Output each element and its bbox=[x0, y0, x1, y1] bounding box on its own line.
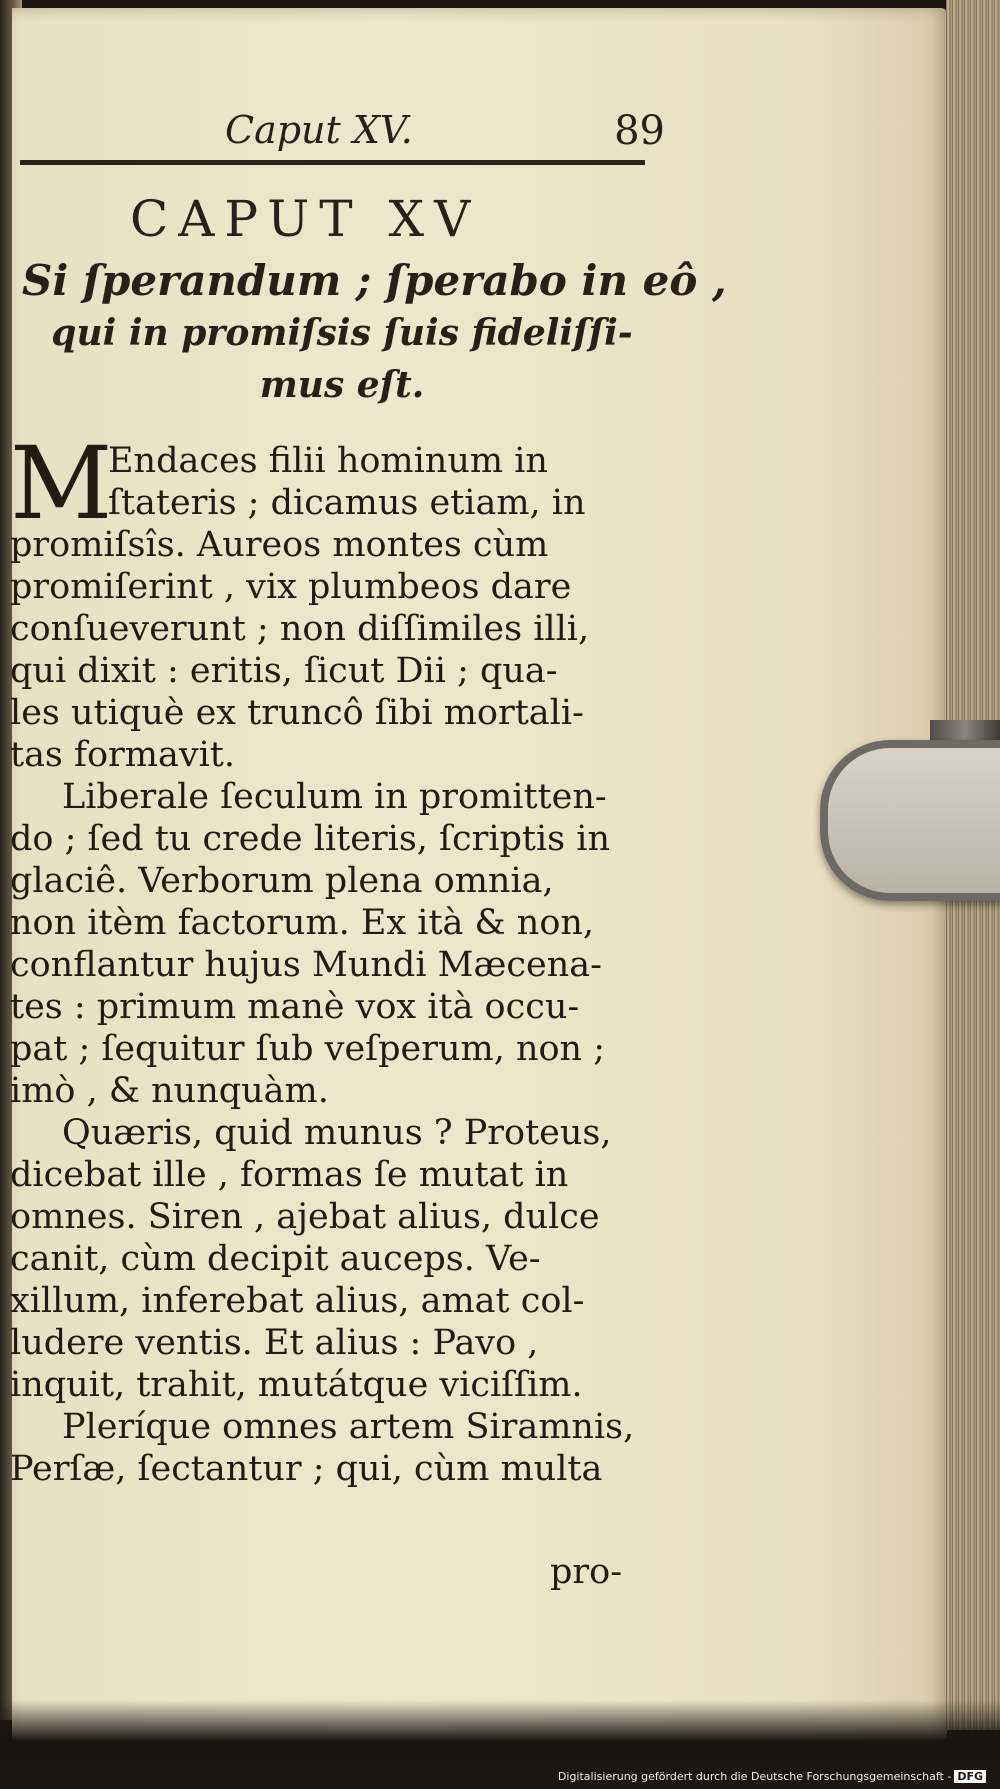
text-line: xillum, inferebat alius, amat col- bbox=[10, 1281, 585, 1321]
subtitle-line: mus eſt. bbox=[259, 364, 425, 406]
text-line: Liberale ſeculum in promitten- bbox=[62, 777, 607, 817]
text-line: pat ; ſequitur ſub veſperum, non ; bbox=[10, 1029, 606, 1069]
text-line: ſtateris ; dicamus etiam, in bbox=[108, 483, 586, 523]
text-line: Endaces filii hominum in bbox=[108, 441, 548, 481]
book-bottom-shadow bbox=[0, 1700, 1000, 1760]
subtitle-line: qui in promiſsis ſuis fideliſſi- bbox=[51, 312, 633, 354]
drop-cap: M bbox=[10, 425, 113, 542]
dfg-logo: DFG bbox=[954, 1770, 986, 1783]
text-line: do ; ſed tu crede literis, ſcriptis in bbox=[10, 819, 611, 859]
body-text bbox=[10, 425, 665, 1490]
text-line: promiſsîs. Aureos montes cùm bbox=[10, 525, 549, 565]
header-rule bbox=[20, 160, 645, 165]
credit-text: Digitalisierung gefördert durch die Deutsche Forschungsgemeinschaft - bbox=[557, 1770, 952, 1783]
text-line: inquit, trahit, mutátque viciſſim. bbox=[10, 1365, 583, 1405]
running-header bbox=[225, 100, 665, 160]
text-line: Perſæ, ſectantur ; qui, cùm multa bbox=[10, 1449, 603, 1489]
text-line: glaciê. Verborum plena omnia, bbox=[10, 861, 554, 901]
text-line: tes : primum manè vox ità occu- bbox=[10, 987, 580, 1027]
text-line: promiſerint , vix plumbeos dare bbox=[10, 567, 572, 607]
chapter-subtitle bbox=[22, 255, 727, 411]
text-line: les utiquè ex truncô ſibi mortali- bbox=[10, 693, 584, 733]
catchword: pro- bbox=[550, 1552, 623, 1592]
text-line: Quæris, quid munus ? Proteus, bbox=[62, 1113, 612, 1153]
running-title: Caput XV. bbox=[225, 108, 413, 152]
text-line: non itèm factorum. Ex ità & non, bbox=[10, 903, 595, 943]
text-line: qui dixit : eritis, ſicut Dii ; qua- bbox=[10, 651, 558, 691]
text-line: tas formavit. bbox=[10, 735, 235, 775]
digitization-credit bbox=[558, 1770, 986, 1783]
text-line: canit, cùm decipit auceps. Ve- bbox=[10, 1239, 541, 1279]
text-line: dicebat ille , formas ſe mutat in bbox=[10, 1155, 569, 1195]
text-line: ludere ventis. Et alius : Pavo , bbox=[10, 1323, 539, 1363]
page-number: 89 bbox=[614, 108, 665, 154]
chapter-heading: CAPUT XV bbox=[130, 190, 481, 248]
text-line: Pleríque omnes artem Siramnis, bbox=[62, 1407, 635, 1447]
opening-paragraph bbox=[10, 425, 665, 542]
subtitle-line: Si ſperandum ; ſperabo in eô , bbox=[22, 256, 727, 305]
text-line: conflantur hujus Mundi Mæcena- bbox=[10, 945, 602, 985]
text-line: conſueverunt ; non diſſimiles illi, bbox=[10, 609, 590, 649]
text-line: imò , & nunquàm. bbox=[10, 1071, 329, 1111]
text-line: omnes. Siren , ajebat alius, dulce bbox=[10, 1197, 600, 1237]
page-clip bbox=[820, 740, 1000, 901]
